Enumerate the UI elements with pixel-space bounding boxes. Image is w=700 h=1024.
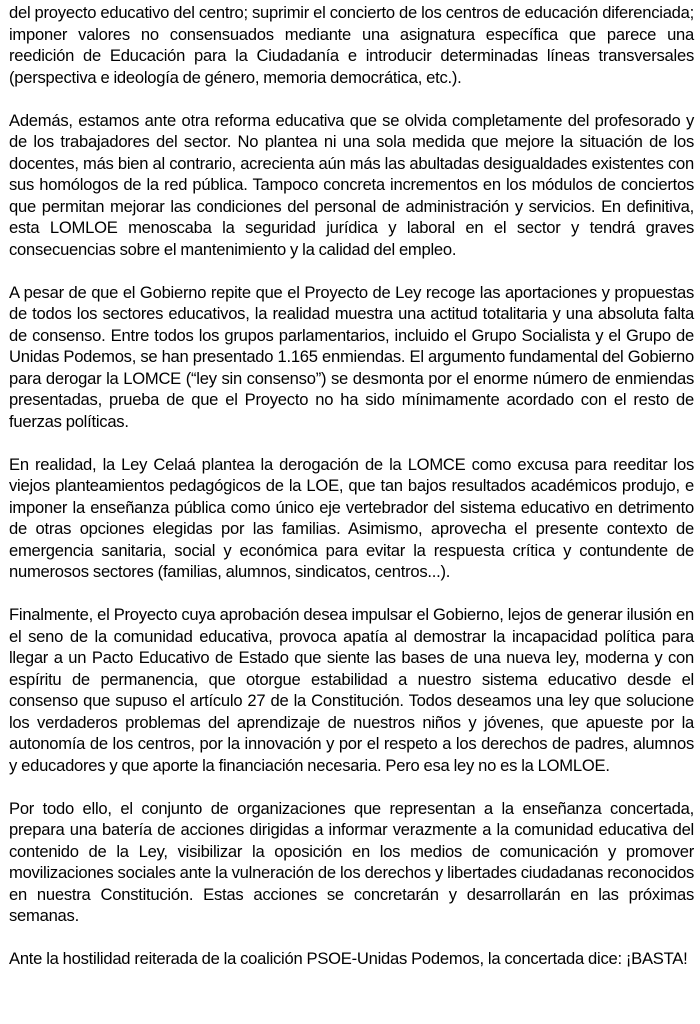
paragraph-planned-actions: Por todo ello, el conjunto de organizaciones que representan a la enseñanza concertada, prepara una batería de acciones dirigidas a informar verazmente a la comunidad educativa del contenido de la Ley, visibilizar la oposición en los medios de comunicación y promover movilizaciones sociales ante la vulneración de los derechos y libertades ciudadanas reconocidos en nuestra Constitución. Estas acciones se concretarán y desarrollarán en las próximas semanas. (9, 798, 694, 925)
paragraph-closing-basta: Ante la hostilidad reiterada de la coalición PSOE-Unidas Podemos, la concertada dice: ¡BASTA! (9, 949, 688, 968)
paragraph-lack-of-consensus: A pesar de que el Gobierno repite que el Proyecto de Ley recoge las aportaciones y propuestas de todos los sectores educativos, la realidad muestra una actitud totalitaria y una absoluta falta de consenso. Entre todos los grupos parlamentarios, incluido el Grupo Socialista y el Grupo de Unidas Podemos, se han presentado 1.165 enmiendas. El argumento fundamental del Gobierno para derogar la LOMCE (“ley sin consenso”) se desmonta por el enorme número de enmiendas presentadas, prueba de que el Proyecto no ha sido mínimamente acordado con el resto de fuerzas políticas. (9, 282, 694, 431)
paragraph-ley-celaa: En realidad, la Ley Celaá plantea la derogación de la LOMCE como excusa para reeditar los viejos planteamientos pedagógicos de la LOE, que tan bajos resultados académicos produjo, e imponer la enseñanza pública como único eje vertebrador del sistema educativo en detrimento de otras opciones elegidas por las familias. Asimismo, aprovecha el presente contexto de emergencia sanitaria, social y económica para evitar la respuesta crítica y contundente de numerosos sectores (familias, alumnos, sindicatos, centros...). (9, 454, 694, 581)
paragraph-curriculum-impositions: del proyecto educativo del centro; suprimir el concierto de los centros de educación diferenciada; imponer valores no consensuados mediante una asignatura específica que parece una reedición de Educación para la Ciudadanía e introducir determinadas líneas transversales (perspectiva e ideología de género, memoria democrática, etc.). (9, 3, 694, 87)
paragraph-teachers-forgotten: Además, estamos ante otra reforma educativa que se olvida completamente del profesorado y de los trabajadores del sector. No plantea ni una sola medida que mejore la situación de los docentes, más bien al contrario, acrecienta aún más las abultadas desigualdades existentes con sus homólogos de la red pública. Tampoco concreta incrementos en los módulos de conciertos que permitan mejorar las condiciones del personal de administración y servicios. En definitiva, esta LOMLOE menoscaba la seguridad jurídica y laboral en el sector y tendrá graves consecuencias sobre el mantenimiento y la calidad del empleo. (9, 110, 694, 259)
paragraph-educational-pact: Finalmente, el Proyecto cuya aprobación desea impulsar el Gobierno, lejos de generar ilusión en el seno de la comunidad educativa, provoca apatía al demostrar la incapacidad política para llegar a un Pacto Educativo de Estado que siente las bases de una nueva ley, moderna y con espíritu de permanencia, que otorgue estabilidad a nuestro sistema educativo desde el consenso que supuso el artículo 27 de la Constitución. Todos deseamos una ley que solucione los verdaderos problemas del aprendizaje de nuestros niños y jóvenes, que apueste por la autonomía de los centros, por la innovación y por el respeto a los derechos de padres, alumnos y educadores y que aporte la financiación necesaria. Pero esa ley no es la LOMLOE. (9, 605, 694, 775)
